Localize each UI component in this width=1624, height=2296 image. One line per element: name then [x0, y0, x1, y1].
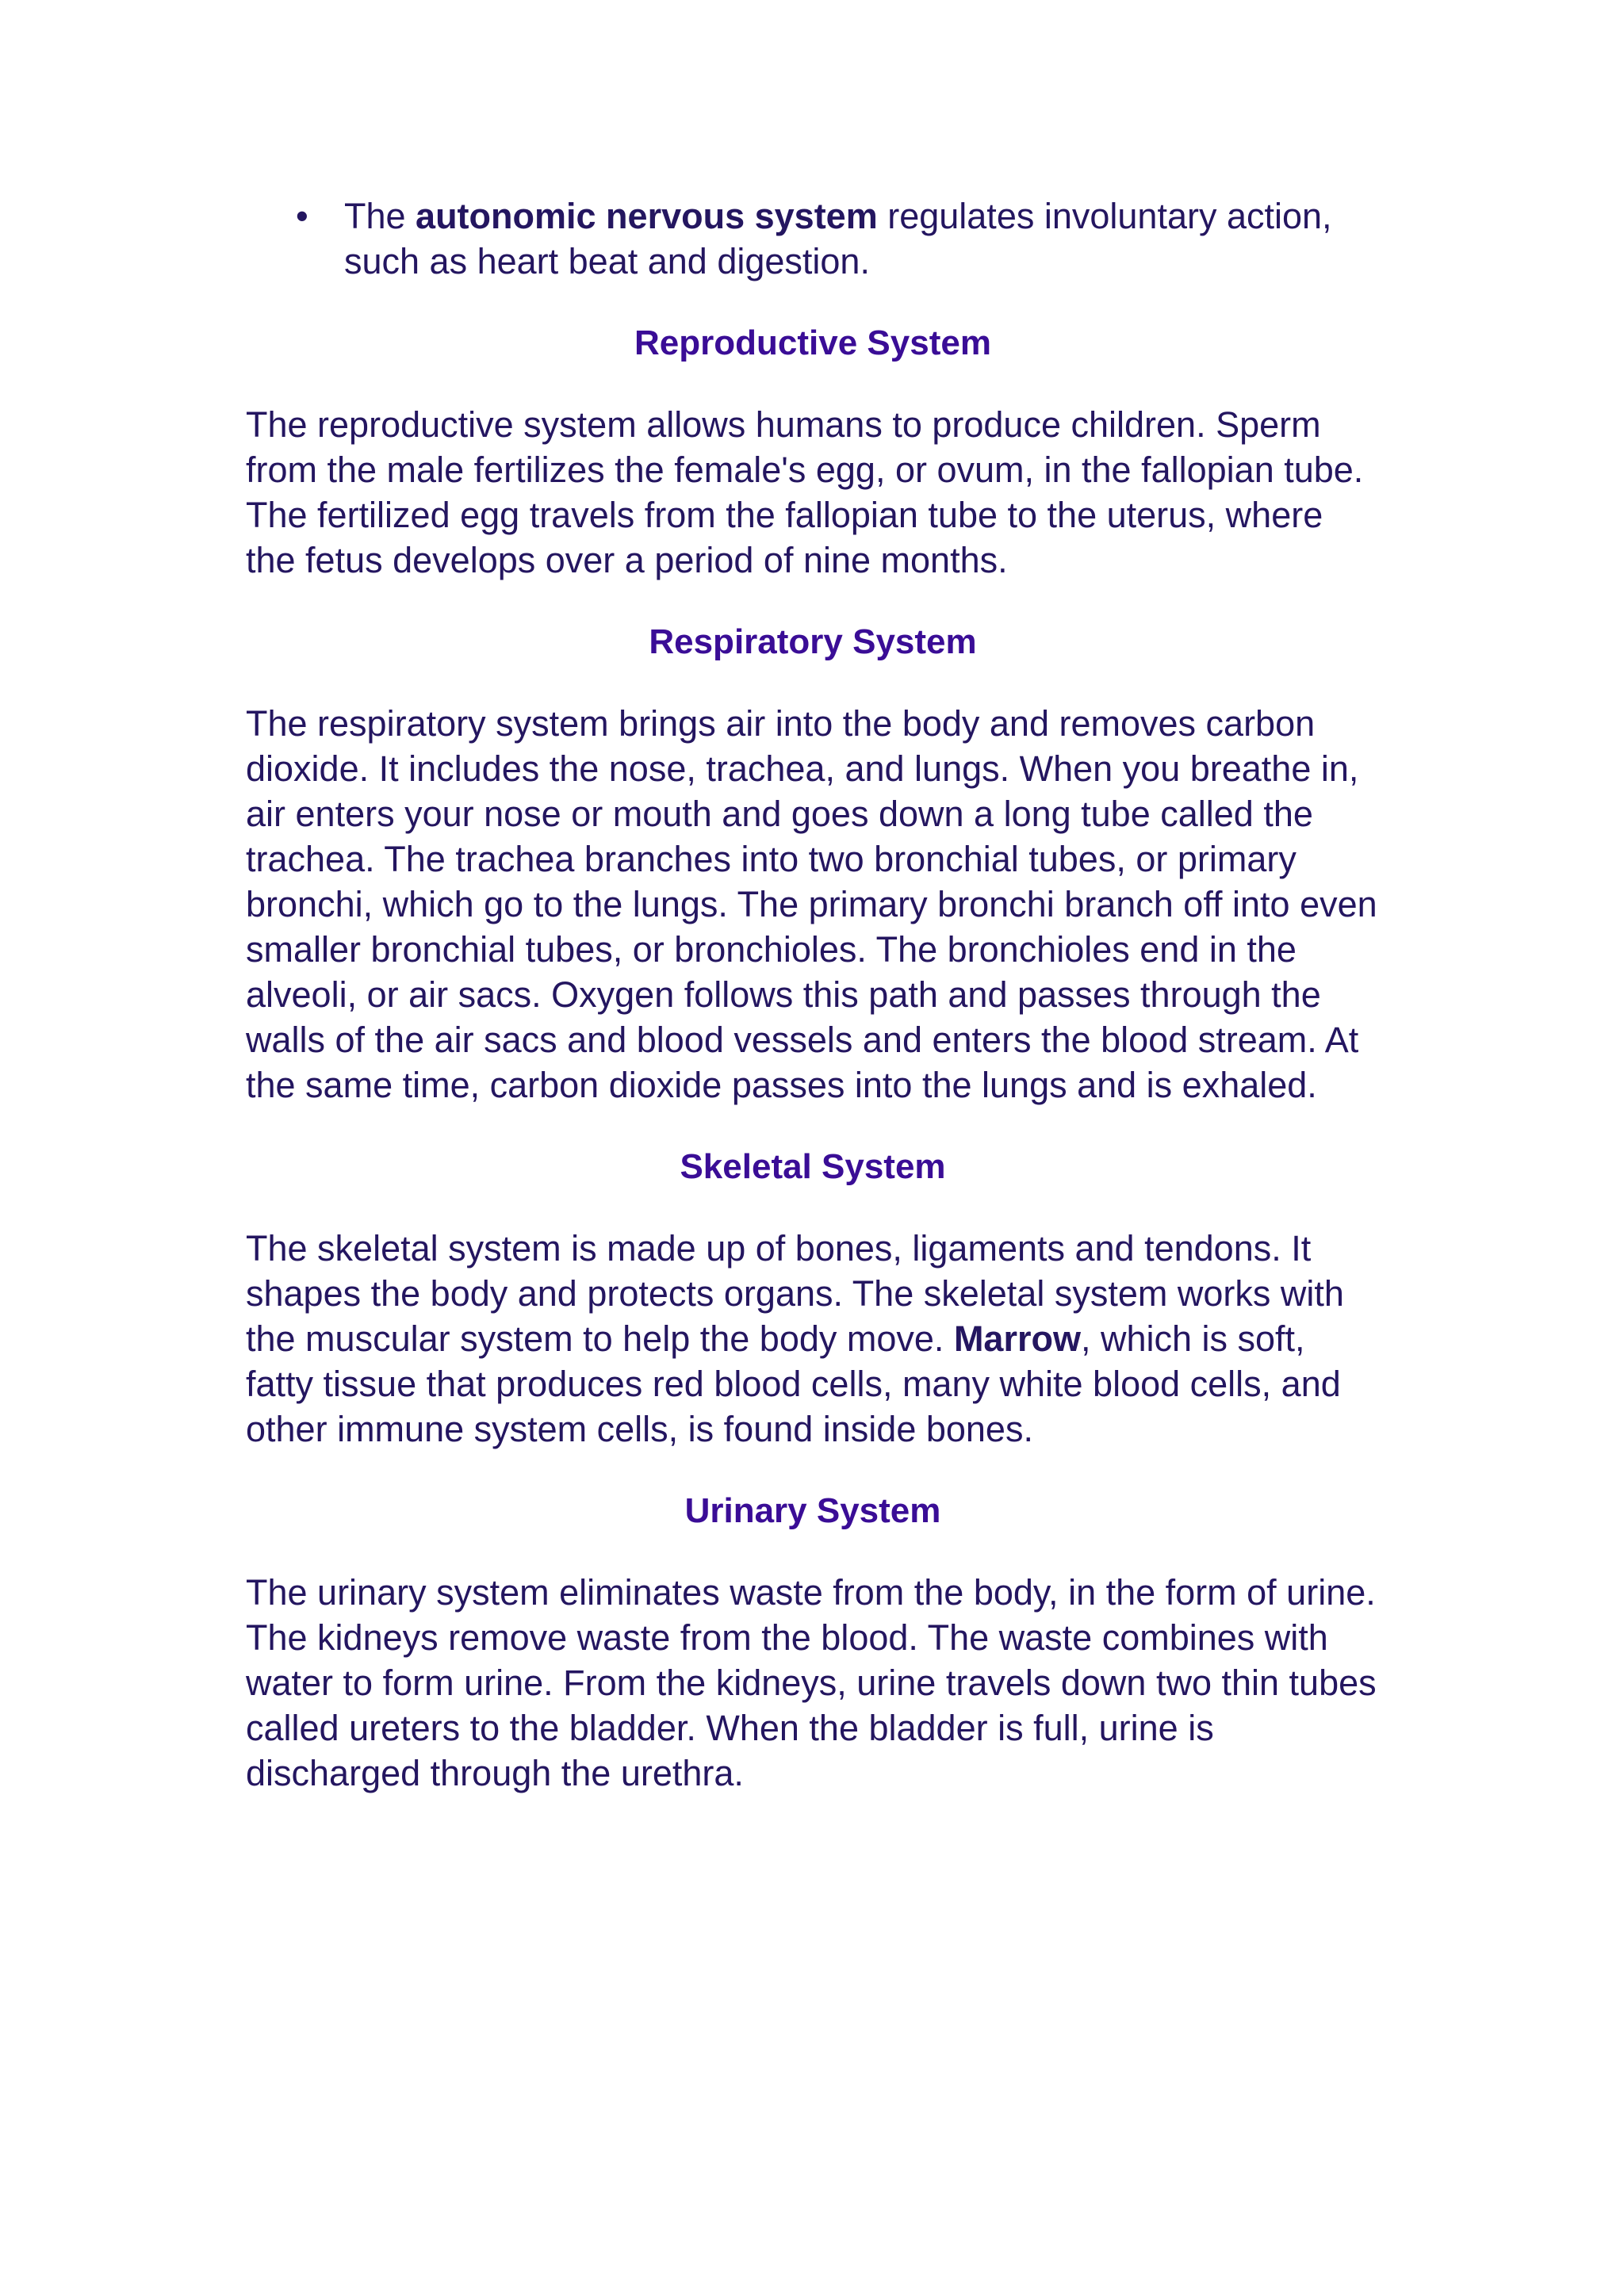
paragraph-respiratory-system: The respiratory system brings air into the body and removes carbon dioxide. It includes the nose, trachea, and lungs. When you breathe in, air enters your nose or mouth and goes down a long tube called the trachea. The trachea branches into two bronchial tubes, or primary bronchi, which go to the lungs. The primary bronchi branch off into even smaller bronchial tubes, or bronchioles. The bronchioles end in the alveoli, or air sacs. Oxygen follows this path and passes through the walls of the air sacs and blood vessels and enters the blood stream. At the same time, carbon dioxide passes into the lungs and is exhaled.: [246, 703, 1377, 1105]
skeletal-bold-term: Marrow: [953, 1318, 1081, 1359]
paragraph-reproductive-system: The reproductive system allows humans to produce children. Sperm from the male fertilizes the female's egg, or ovum, in the fallopian tube. The fertilized egg travels from the fallopian tube to the uterus, where the fetus develops over a period of nine months.: [246, 404, 1364, 580]
document-content: [246, 193, 1380, 1796]
heading-reproductive-system: Reproductive System: [634, 323, 991, 362]
bullet-text-before: The: [344, 196, 416, 236]
bullet-text: [344, 193, 1375, 284]
bullet-bold-term: autonomic nervous system: [416, 196, 878, 236]
heading-respiratory-system: Respiratory System: [649, 622, 977, 661]
heading-skeletal-system: Skeletal System: [680, 1147, 946, 1186]
heading-urinary-system: Urinary System: [684, 1491, 941, 1530]
bullet-item-autonomic: [246, 193, 1380, 284]
paragraph-urinary-system: The urinary system eliminates waste from the body, in the form of urine. The kidneys remove waste from the blood. The waste combines with water to form urine. From the kidneys, urine travels down two thin tubes called ureters to the bladder. When the bladder is full, urine is discharged through the urethra.: [246, 1572, 1377, 1793]
skeletal-text-before: The skeletal system is made up of bones, ligaments and tendons. It shapes the body and protects organs. The skeletal system works with the muscular system to help the body move.: [246, 1228, 1344, 1359]
bullet-text-after: regulates involuntary action, such as heart beat and digestion.: [344, 196, 1332, 281]
bullet-dot-icon: •: [296, 196, 308, 236]
paragraph-skeletal-system: [246, 1226, 1380, 1452]
skeletal-text-after: , which is soft, fatty tissue that produces red blood cells, many white blood cells, and other immune system cells, is found inside bones.: [246, 1318, 1341, 1449]
